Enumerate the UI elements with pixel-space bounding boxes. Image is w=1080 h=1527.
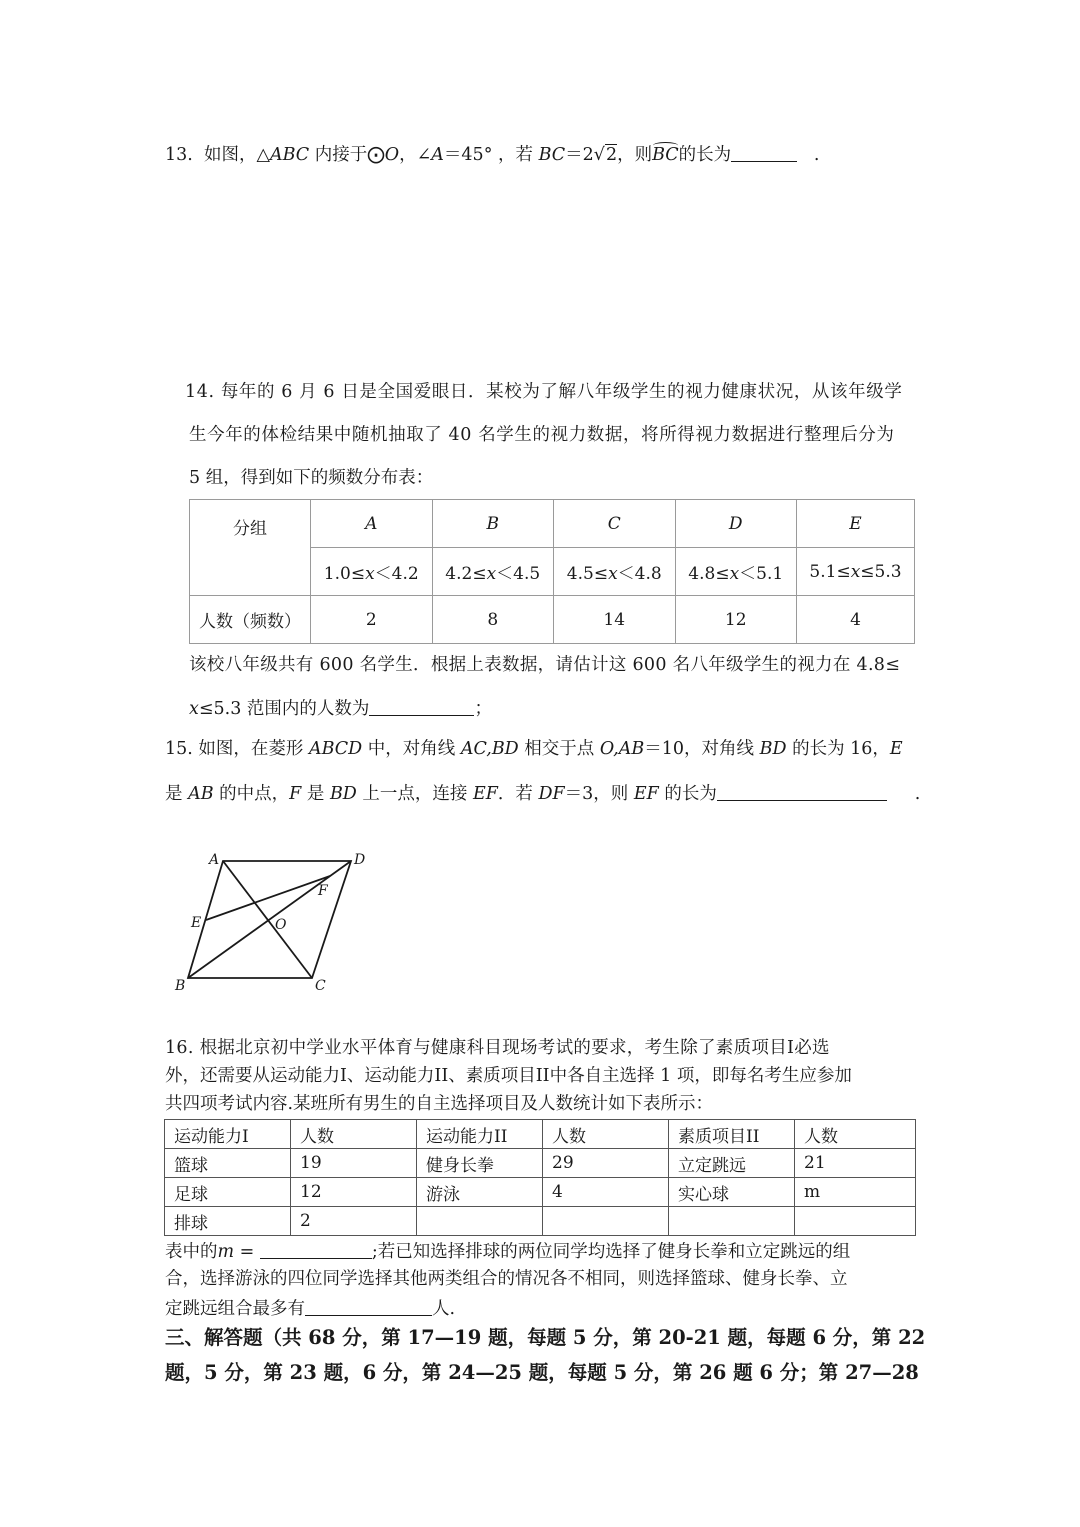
- q14-after-1: 该校八年级共有 600 名学生．根据上表数据，请估计这 600 名八年级学生的视力在 4.8≤: [189, 655, 901, 675]
- q15-line-2: 是 AB 的中点，F 是 BD 上一点，连接 EF．若 DF＝3，则 EF 的长为 .: [165, 784, 921, 804]
- arc-bc: BC: [652, 145, 679, 165]
- table-cell: 排球: [165, 1207, 291, 1236]
- table-cell: 29: [543, 1149, 669, 1178]
- table-cell: E: [797, 500, 915, 548]
- table-header: 运动能力II: [417, 1120, 543, 1149]
- q15-line-1: 15. 如图，在菱形 ABCD 中，对角线 AC,BD 相交于点 O,AB＝10，对角线 BD 的长为 16，E: [165, 739, 903, 759]
- table-header-group: 分组: [190, 500, 311, 596]
- table-cell: 21: [795, 1149, 916, 1178]
- table-cell: 健身长拳: [417, 1149, 543, 1178]
- q14-line-3: 5 组，得到如下的频数分布表：: [189, 468, 434, 488]
- q16-line-3: 共四项考试内容.某班所有男生的自主选择项目及人数统计如下表所示：: [165, 1094, 714, 1114]
- label-c: C: [315, 978, 326, 994]
- table-cell: 19: [291, 1149, 417, 1178]
- q16-max-blank: [305, 1299, 432, 1316]
- table-cell: 篮球: [165, 1149, 291, 1178]
- table-cell: 4: [543, 1178, 669, 1207]
- q14-after-2: x≤5.3 范围内的人数为 ；: [189, 699, 492, 719]
- q16-after-3: 定跳远组合最多有 人.: [165, 1299, 456, 1319]
- table-cell: 4.5≤x＜4.8: [554, 548, 676, 596]
- sports-selection-table: [164, 1119, 916, 1236]
- table-cell: 12: [291, 1178, 417, 1207]
- table-header-count: 人数（频数）: [190, 596, 311, 644]
- table-cell: [795, 1207, 916, 1236]
- table-header: 人数: [795, 1120, 916, 1149]
- table-cell: 实心球: [669, 1178, 795, 1207]
- table-cell: 12: [675, 596, 797, 644]
- table-header: 运动能力Ⅰ: [165, 1120, 291, 1149]
- table-cell: 8: [432, 596, 554, 644]
- q15-answer-blank: [717, 784, 887, 801]
- label-a: A: [209, 852, 220, 868]
- diagonal-bd: [188, 861, 351, 978]
- table-cell: 4.2≤x＜4.5: [432, 548, 554, 596]
- q16-line-1: 16. 根据北京初中学业水平体育与健康科目现场考试的要求，考生除了素质项目Ⅰ必选: [165, 1038, 830, 1058]
- label-d: D: [354, 852, 366, 868]
- section3-heading-2: 题，5 分，第 23 题，6 分，第 24—25 题，每题 5 分，第 26 题 6 分；第 27—28: [165, 1361, 919, 1384]
- q16-after-2: 合，选择游泳的四位同学选择其他两类组合的情况各不相同，则选择篮球、健身长拳、立: [165, 1269, 848, 1289]
- table-cell: 足球: [165, 1178, 291, 1207]
- label-b: B: [175, 978, 186, 994]
- table-cell: 4: [797, 596, 915, 644]
- table-header: 人数: [543, 1120, 669, 1149]
- table-cell: A: [311, 500, 433, 548]
- table-cell: m: [795, 1178, 916, 1207]
- rhombus-figure: [160, 845, 380, 1000]
- table-cell: 2: [291, 1207, 417, 1236]
- table-cell: [669, 1207, 795, 1236]
- table-cell: B: [432, 500, 554, 548]
- label-e: E: [191, 915, 202, 931]
- table-cell: 14: [554, 596, 676, 644]
- table-cell: 4.8≤x＜5.1: [675, 548, 797, 596]
- table-header: 人数: [291, 1120, 417, 1149]
- table-cell: [543, 1207, 669, 1236]
- q14-line-2: 生今年的体检结果中随机抽取了 40 名学生的视力数据，将所得视力数据进行整理后分为: [189, 425, 895, 445]
- table-cell: 游泳: [417, 1178, 543, 1207]
- label-o: O: [275, 917, 287, 933]
- q16-m-blank: [260, 1242, 372, 1259]
- q13-line: 13. 如图，△ABC 内接于⨀O，∠A＝45° ，若 BC＝2√2，则BC的长为 .: [165, 145, 820, 165]
- q16-line-2: 外，还需要从运动能力Ⅰ、运动能力II、素质项目II中各自主选择 1 项，即每名考生应参加: [165, 1066, 852, 1086]
- frequency-table: [189, 499, 915, 644]
- label-f: F: [318, 883, 328, 899]
- section3-heading-1: 三、解答题（共 68 分，第 17—19 题，每题 5 分，第 20-21 题，每题 6 分，第 22: [165, 1326, 926, 1349]
- table-header: 素质项目II: [669, 1120, 795, 1149]
- table-cell: [417, 1207, 543, 1236]
- q13-number: 13.: [165, 145, 193, 165]
- q14-line-1: 14. 每年的 6 月 6 日是全国爱眼日．某校为了解八年级学生的视力健康状况，从该年级学: [185, 382, 903, 402]
- segment-ef: [206, 876, 330, 920]
- table-cell: 立定跳远: [669, 1149, 795, 1178]
- table-cell: D: [675, 500, 797, 548]
- q16-after-1: 表中的m = ;若已知选择排球的两位同学均选择了健身长拳和立定跳远的组: [165, 1242, 851, 1262]
- table-cell: 1.0≤x＜4.2: [311, 548, 433, 596]
- table-cell: 5.1≤x≤5.3: [797, 548, 915, 596]
- q13-answer-blank: [731, 145, 797, 162]
- table-cell: 2: [311, 596, 433, 644]
- table-cell: C: [554, 500, 676, 548]
- q14-answer-blank: [369, 699, 474, 716]
- diagonal-ac: [223, 861, 312, 978]
